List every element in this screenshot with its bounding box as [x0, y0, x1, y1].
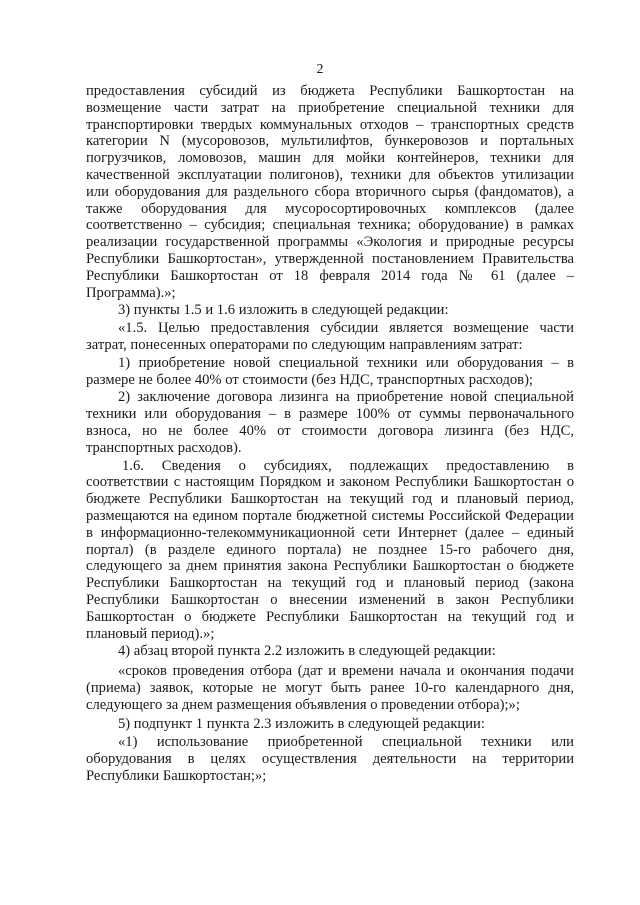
paragraph-direction-1: 1) приобретение новой специальной техники или оборудования – в размере не более 40% от стоимости (без НДС, транспортных расходов); [86, 354, 574, 388]
paragraph-clause-1-6: 1.6. Сведения о субсидиях, подлежащих предоставлению в соответствии с настоящим Порядком и законом Республики Башкортостан о бюджете Республики Башкортостан на текущий год и плановый период, размещаются на едином портале бюджетной системы Российской Федерации в информационно-телекоммуникационной сети Интернет (далее – единый портал) (в разделе единого портала) не позднее 15-го рабочего дня, следующего за днем принятия закона Республики Башкортостан о бюджете Республики Башкортостан на текущий год и плановый период (закона Республики Башкортостан о внесении изменений в закон Республики Башкортостан о бюджете Республики Башкортостан на текущий год и плановый период).»; [86, 457, 574, 642]
paragraph-clause-1-5: «1.5. Целью предоставления субсидии является возмещение части затрат, понесенных операторами по следующим направлениям затрат: [86, 320, 574, 353]
document-body [86, 83, 574, 785]
page-number: 2 [316, 62, 324, 77]
paragraph-item-5: 5) подпункт 1 пункта 2.3 изложить в следующей редакции: [118, 716, 485, 733]
paragraph-subsidy-purpose: предоставления субсидий из бюджета Республики Башкортостан на возмещение части затрат на приобретение специальной техники для транспортировки твердых коммунальных отходов – транспортных средств категории N (мусоровозов, мультилифтов, бункеровозов и портальных погрузчиков, ломовозов, машин для мойки контейнеров, техники для качественной эксплуатации полигонов), техники для объектов утилизации или оборудования для раздельного сбора вторичного сырья (фандоматов), а также оборудования для мусоросортировочных комплексов (далее соответственно – субсидия; специальная техника; оборудование) в рамках реализации государственной программы «Экология и природные ресурсы Республики Башкортостан», утвержденной постановлением Правительства Республики Башкортостан от 18 февраля 2014 года № 61 (далее – Программа).»; [86, 83, 574, 301]
paragraph-selection-deadlines: «сроков проведения отбора (дат и времени начала и окончания подачи (приема) заявок, которые не могут быть ранее 10-го календарного дня, следующего за днем размещения объявления о проведении отбора);»; [86, 663, 574, 713]
paragraph-subitem-1: «1) использование приобретенной специальной техники или оборудования в целях осуществления деятельности на территории Республики Башкортостан;»; [86, 734, 574, 784]
paragraph-item-3: 3) пункты 1.5 и 1.6 изложить в следующей редакции: [118, 302, 449, 319]
paragraph-item-4: 4) абзац второй пункта 2.2 изложить в следующей редакции: [118, 643, 496, 660]
paragraph-direction-2: 2) заключение договора лизинга на приобретение новой специальной техники или оборудования – в размере 100% от суммы первоначального взноса, но не более 40% от стоимости договора лизинга (без НДС, транспортных расходов). [86, 389, 574, 456]
